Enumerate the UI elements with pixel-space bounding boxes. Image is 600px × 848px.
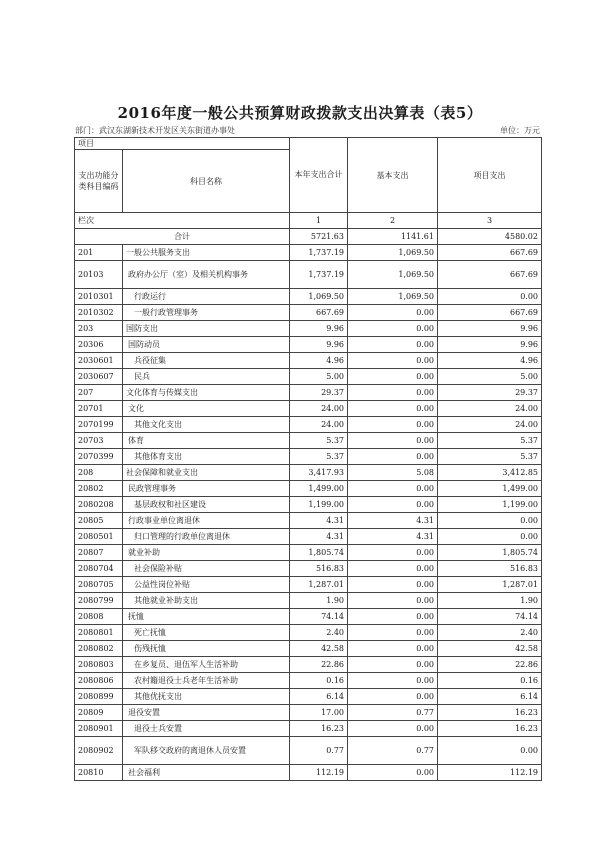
cell-name: 社会保险补贴 — [123, 561, 290, 577]
cell-total: 1,199.00 — [290, 497, 348, 513]
cell-project: 516.83 — [438, 561, 542, 577]
cell-basic: 0.00 — [348, 385, 438, 401]
table-row — [75, 529, 542, 545]
cell-name: 其他文化支出 — [123, 417, 290, 433]
table-row — [75, 609, 542, 625]
cell-code: 20306 — [75, 337, 123, 353]
cell-total: 4.96 — [290, 353, 348, 369]
table-row — [75, 369, 542, 385]
cell-project: 16.23 — [438, 721, 542, 737]
table-row — [75, 401, 542, 417]
cell-project: 4.96 — [438, 353, 542, 369]
cell-project: 5.37 — [438, 433, 542, 449]
row-label: 栏次 — [75, 213, 290, 229]
cell-basic: 0.00 — [348, 545, 438, 561]
cell-code: 2080705 — [75, 577, 123, 593]
cell-name: 死亡抚恤 — [123, 625, 290, 641]
cell-total: 0.16 — [290, 673, 348, 689]
cell-name: 行政运行 — [123, 289, 290, 305]
cell-project: 2.40 — [438, 625, 542, 641]
cell-basic: 0.00 — [348, 641, 438, 657]
unit-label: 单位：万元 — [500, 126, 540, 135]
project-col-header: 项目支出 — [438, 138, 542, 213]
project-header: 项目 — [75, 138, 290, 150]
cell-code: 2080803 — [75, 657, 123, 673]
cell-name: 文化体育与传媒支出 — [123, 385, 290, 401]
cell-name: 公益性岗位补贴 — [123, 577, 290, 593]
cell-basic: 0.00 — [348, 305, 438, 321]
cell-total: 24.00 — [290, 401, 348, 417]
cell-code: 2030601 — [75, 353, 123, 369]
cell-code: 20802 — [75, 481, 123, 497]
cell-basic: 0.00 — [348, 497, 438, 513]
cell-basic: 1,069.50 — [348, 289, 438, 305]
table-row — [75, 513, 542, 529]
cell-code: 2080208 — [75, 497, 123, 513]
cell-name: 民政管理事务 — [123, 481, 290, 497]
table-row — [75, 321, 542, 337]
cell-project: 29.37 — [438, 385, 542, 401]
cell-total: 24.00 — [290, 417, 348, 433]
cell-project: 0.00 — [438, 513, 542, 529]
basic-col-header: 基本支出 — [348, 138, 438, 213]
cell-code: 2030607 — [75, 369, 123, 385]
cell-project: 0.00 — [438, 529, 542, 545]
cell-total: 0.77 — [290, 737, 348, 765]
cell-basic: 0.00 — [348, 609, 438, 625]
table-row — [75, 545, 542, 561]
cell-name: 一般公共服务支出 — [123, 245, 290, 261]
cell-code: 2080799 — [75, 593, 123, 609]
cell-project: 667.69 — [438, 245, 542, 261]
cell-code: 2070399 — [75, 449, 123, 465]
cell-basic: 0.00 — [348, 353, 438, 369]
cell-name: 农村籍退役士兵老年生活补助 — [123, 673, 290, 689]
cell-project: 42.58 — [438, 641, 542, 657]
cell-basic: 0.00 — [348, 577, 438, 593]
cell-name: 其他就业补助支出 — [123, 593, 290, 609]
total-row-label: 合计 — [75, 229, 290, 245]
cell-basic: 0.00 — [348, 433, 438, 449]
cell-basic: 0.00 — [348, 481, 438, 497]
cell-name: 一般行政管理事务 — [123, 305, 290, 321]
table-row — [75, 417, 542, 433]
cell-basic: 5.08 — [348, 465, 438, 481]
table-row — [75, 465, 542, 481]
cell-name: 军队移交政府的离退休人员安置 — [123, 737, 290, 765]
cell-total: 17.00 — [290, 705, 348, 721]
cell-project: 667.69 — [438, 305, 542, 321]
cell-basic: 1,069.50 — [348, 245, 438, 261]
total-row-project: 4580.02 — [438, 229, 542, 245]
cell-total: 2.40 — [290, 625, 348, 641]
cell-project: 9.96 — [438, 321, 542, 337]
cell-total: 112.19 — [290, 765, 348, 781]
cell-basic: 0.00 — [348, 417, 438, 433]
cell-name: 政府办公厅（室）及相关机构事务 — [123, 261, 290, 289]
cell-basic: 0.00 — [348, 369, 438, 385]
cell-project: 0.00 — [438, 737, 542, 765]
cell-name: 退役安置 — [123, 705, 290, 721]
code-col-header: 支出功能分类科目编码 — [75, 150, 123, 213]
cell-code: 208 — [75, 465, 123, 481]
cell-total: 22.86 — [290, 657, 348, 673]
cell-code: 203 — [75, 321, 123, 337]
table-row — [75, 261, 542, 289]
cell-code: 2080802 — [75, 641, 123, 657]
cell-name: 兵役征集 — [123, 353, 290, 369]
cell-basic: 4.31 — [348, 529, 438, 545]
cell-project: 112.19 — [438, 765, 542, 781]
cell-basic: 0.00 — [348, 673, 438, 689]
cell-project: 9.96 — [438, 337, 542, 353]
cell-name: 在乡复员、退伍军人生活补助 — [123, 657, 290, 673]
cell-name: 就业补助 — [123, 545, 290, 561]
cell-code: 20103 — [75, 261, 123, 289]
cell-basic: 0.00 — [348, 401, 438, 417]
cell-code: 2080902 — [75, 737, 123, 765]
table-row — [75, 673, 542, 689]
cell-project: 16.23 — [438, 705, 542, 721]
table-row — [75, 657, 542, 673]
cell-code: 2010301 — [75, 289, 123, 305]
cell-total: 5.37 — [290, 449, 348, 465]
cell-total: 1,737.19 — [290, 261, 348, 289]
cell-name: 民兵 — [123, 369, 290, 385]
cell-project: 5.00 — [438, 369, 542, 385]
cell-code: 2010302 — [75, 305, 123, 321]
table-row — [75, 289, 542, 305]
table-row — [75, 449, 542, 465]
cell-total: 5.37 — [290, 433, 348, 449]
cell-name: 行政事业单位离退休 — [123, 513, 290, 529]
cell-name: 社会福利 — [123, 765, 290, 781]
table-row — [75, 561, 542, 577]
cell-total: 9.96 — [290, 337, 348, 353]
table-row — [75, 765, 542, 781]
cell-total: 516.83 — [290, 561, 348, 577]
cell-total: 9.96 — [290, 321, 348, 337]
cell-total: 1,737.19 — [290, 245, 348, 261]
cell-total: 6.14 — [290, 689, 348, 705]
total-row-basic: 1141.61 — [348, 229, 438, 245]
cell-project: 1,199.00 — [438, 497, 542, 513]
cell-project: 24.00 — [438, 401, 542, 417]
col-index-2: 2 — [348, 213, 438, 229]
cell-code: 2080704 — [75, 561, 123, 577]
table-row — [75, 737, 542, 765]
table-row — [75, 689, 542, 705]
cell-name: 文化 — [123, 401, 290, 417]
table-row — [75, 497, 542, 513]
cell-total: 74.14 — [290, 609, 348, 625]
cell-project: 0.16 — [438, 673, 542, 689]
cell-total: 42.58 — [290, 641, 348, 657]
cell-basic: 4.31 — [348, 513, 438, 529]
cell-project: 1,805.74 — [438, 545, 542, 561]
cell-total: 4.31 — [290, 529, 348, 545]
cell-total: 667.69 — [290, 305, 348, 321]
cell-basic: 0.00 — [348, 337, 438, 353]
cell-project: 1.90 — [438, 593, 542, 609]
cell-project: 1,287.01 — [438, 577, 542, 593]
cell-basic: 0.00 — [348, 449, 438, 465]
cell-name: 抚恤 — [123, 609, 290, 625]
cell-name: 社会保障和就业支出 — [123, 465, 290, 481]
cell-basic: 0.00 — [348, 561, 438, 577]
cell-code: 2070199 — [75, 417, 123, 433]
total-col-header: 本年支出合计 — [290, 138, 348, 213]
cell-name: 归口管理的行政单位离退休 — [123, 529, 290, 545]
cell-code: 20703 — [75, 433, 123, 449]
cell-code: 20807 — [75, 545, 123, 561]
cell-project: 22.86 — [438, 657, 542, 673]
cell-code: 2080899 — [75, 689, 123, 705]
table-row — [75, 433, 542, 449]
cell-basic: 0.00 — [348, 625, 438, 641]
cell-basic: 0.00 — [348, 721, 438, 737]
table-row — [75, 385, 542, 401]
col-index-3: 3 — [438, 213, 542, 229]
cell-project: 1,499.00 — [438, 481, 542, 497]
table-row — [75, 705, 542, 721]
page-title: 2016年度一般公共预算财政拨款支出决算表（表5） — [117, 104, 483, 122]
col-index-1: 1 — [290, 213, 348, 229]
cell-code: 207 — [75, 385, 123, 401]
cell-name: 基层政权和社区建设 — [123, 497, 290, 513]
cell-code: 20805 — [75, 513, 123, 529]
table-row — [75, 625, 542, 641]
cell-total: 5.00 — [290, 369, 348, 385]
cell-name: 其他优抚支出 — [123, 689, 290, 705]
cell-project: 74.14 — [438, 609, 542, 625]
name-col-header: 科目名称 — [123, 150, 290, 213]
cell-code: 2080806 — [75, 673, 123, 689]
cell-name: 国防支出 — [123, 321, 290, 337]
expenditure-table — [74, 137, 542, 781]
cell-code: 201 — [75, 245, 123, 261]
table-row — [75, 593, 542, 609]
cell-basic: 0.00 — [348, 689, 438, 705]
cell-project: 5.37 — [438, 449, 542, 465]
table-row — [75, 305, 542, 321]
cell-code: 20808 — [75, 609, 123, 625]
cell-code: 2080501 — [75, 529, 123, 545]
cell-project: 3,412.85 — [438, 465, 542, 481]
cell-total: 16.23 — [290, 721, 348, 737]
cell-project: 0.00 — [438, 289, 542, 305]
cell-project: 24.00 — [438, 417, 542, 433]
cell-name: 国防动员 — [123, 337, 290, 353]
cell-basic: 0.77 — [348, 737, 438, 765]
cell-basic: 0.00 — [348, 321, 438, 337]
cell-code: 20809 — [75, 705, 123, 721]
cell-code: 20701 — [75, 401, 123, 417]
cell-total: 1,805.74 — [290, 545, 348, 561]
cell-basic: 0.77 — [348, 705, 438, 721]
table-row — [75, 641, 542, 657]
table-row — [75, 577, 542, 593]
cell-basic: 0.00 — [348, 657, 438, 673]
total-row-total: 5721.63 — [290, 229, 348, 245]
table-row — [75, 245, 542, 261]
cell-total: 29.37 — [290, 385, 348, 401]
cell-basic: 0.00 — [348, 593, 438, 609]
cell-basic: 0.00 — [348, 765, 438, 781]
table-row — [75, 721, 542, 737]
cell-basic: 1,069.50 — [348, 261, 438, 289]
cell-total: 4.31 — [290, 513, 348, 529]
cell-total: 1,499.00 — [290, 481, 348, 497]
cell-total: 1,287.01 — [290, 577, 348, 593]
department-label: 部门：武汉东湖新技术开发区关东街道办事处 — [75, 126, 235, 135]
cell-name: 退役士兵安置 — [123, 721, 290, 737]
cell-name: 其他体育支出 — [123, 449, 290, 465]
cell-total: 1,069.50 — [290, 289, 348, 305]
table-row — [75, 337, 542, 353]
cell-project: 667.69 — [438, 261, 542, 289]
cell-code: 2080801 — [75, 625, 123, 641]
table-row — [75, 481, 542, 497]
cell-name: 伤残抚恤 — [123, 641, 290, 657]
table-row — [75, 353, 542, 369]
cell-total: 3,417.93 — [290, 465, 348, 481]
cell-code: 2080901 — [75, 721, 123, 737]
cell-code: 20810 — [75, 765, 123, 781]
cell-total: 1.90 — [290, 593, 348, 609]
cell-project: 6.14 — [438, 689, 542, 705]
cell-name: 体育 — [123, 433, 290, 449]
